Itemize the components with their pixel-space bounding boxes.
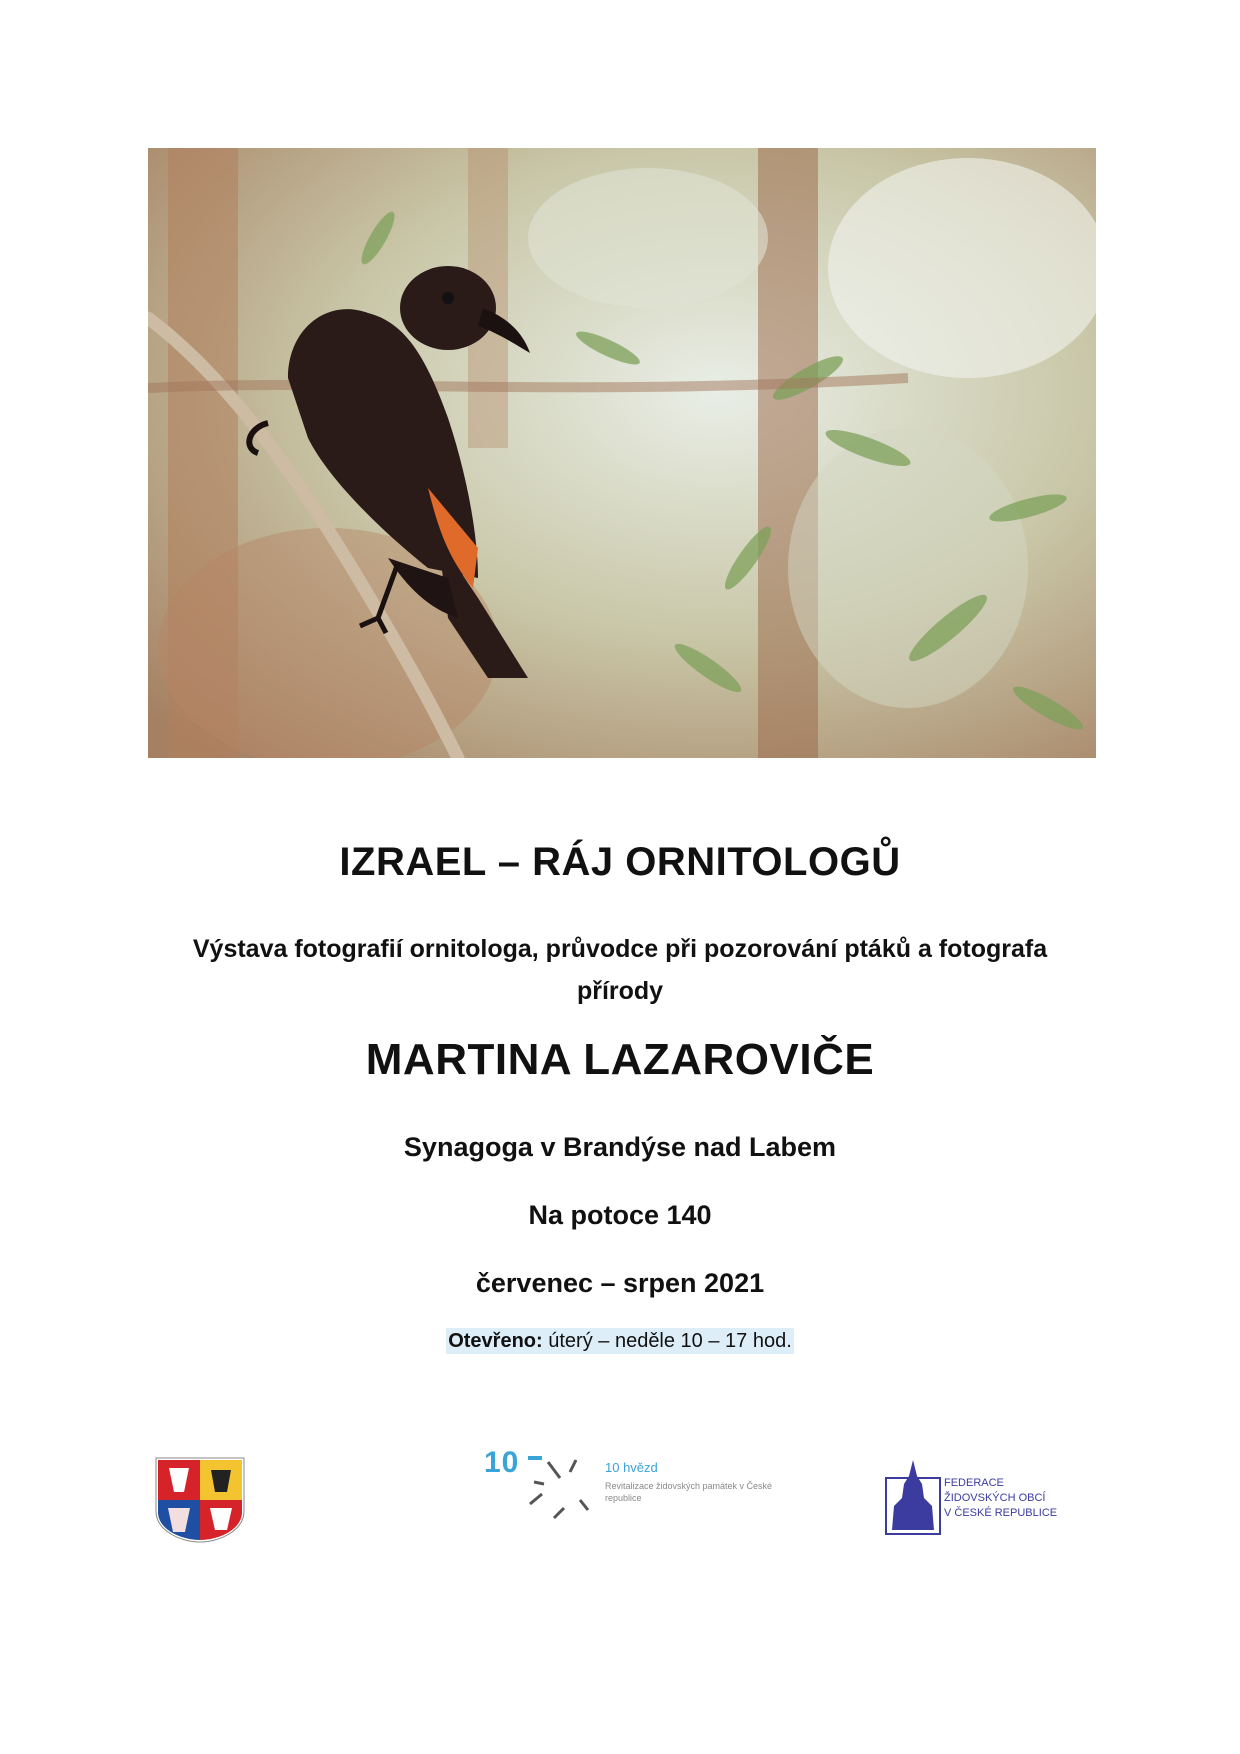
exhibition-dates: červenec – srpen 2021 [475,1268,765,1298]
exhibition-title: IZRAEL – RÁJ ORNITOLOGŮ [339,840,901,884]
ten-stars-subtitle: Revitalizace židovských památek v České republice [605,1481,773,1503]
bird-photo [148,148,1096,758]
synagogue-icon [884,1458,942,1536]
ten-stars-number: 10 [484,1446,520,1479]
opening-hours-label: Otevřeno: [448,1330,543,1352]
ten-stars-title: 10 hvězd [605,1460,658,1475]
opening-hours [0,1330,1240,1353]
exhibition-subtitle: Výstava fotografií ornitologa, průvodce při pozorování ptáků a fotografa přírody [192,935,1048,1005]
federation-text [944,1476,1057,1521]
federation-text-line1: FEDERACE [944,1477,1004,1489]
star-of-david-icon [520,1448,600,1528]
photographer-name: MARTINA LAZAROVIČE [365,1035,875,1084]
ten-stars-logo [480,1440,800,1532]
federation-text-line2: ŽIDOVSKÝCH OBCÍ [944,1492,1046,1504]
bird-photo-image [148,148,1096,758]
address: Na potoce 140 [528,1200,712,1230]
opening-hours-value: úterý – neděle 10 – 17 hod. [542,1330,792,1352]
venue: Synagoga v Brandýse nad Labem [403,1132,837,1162]
federation-logo [884,1458,1084,1536]
coat-of-arms-logo [154,1456,246,1544]
federation-text-line3: V ČESKÉ REPUBLICE [944,1507,1058,1519]
